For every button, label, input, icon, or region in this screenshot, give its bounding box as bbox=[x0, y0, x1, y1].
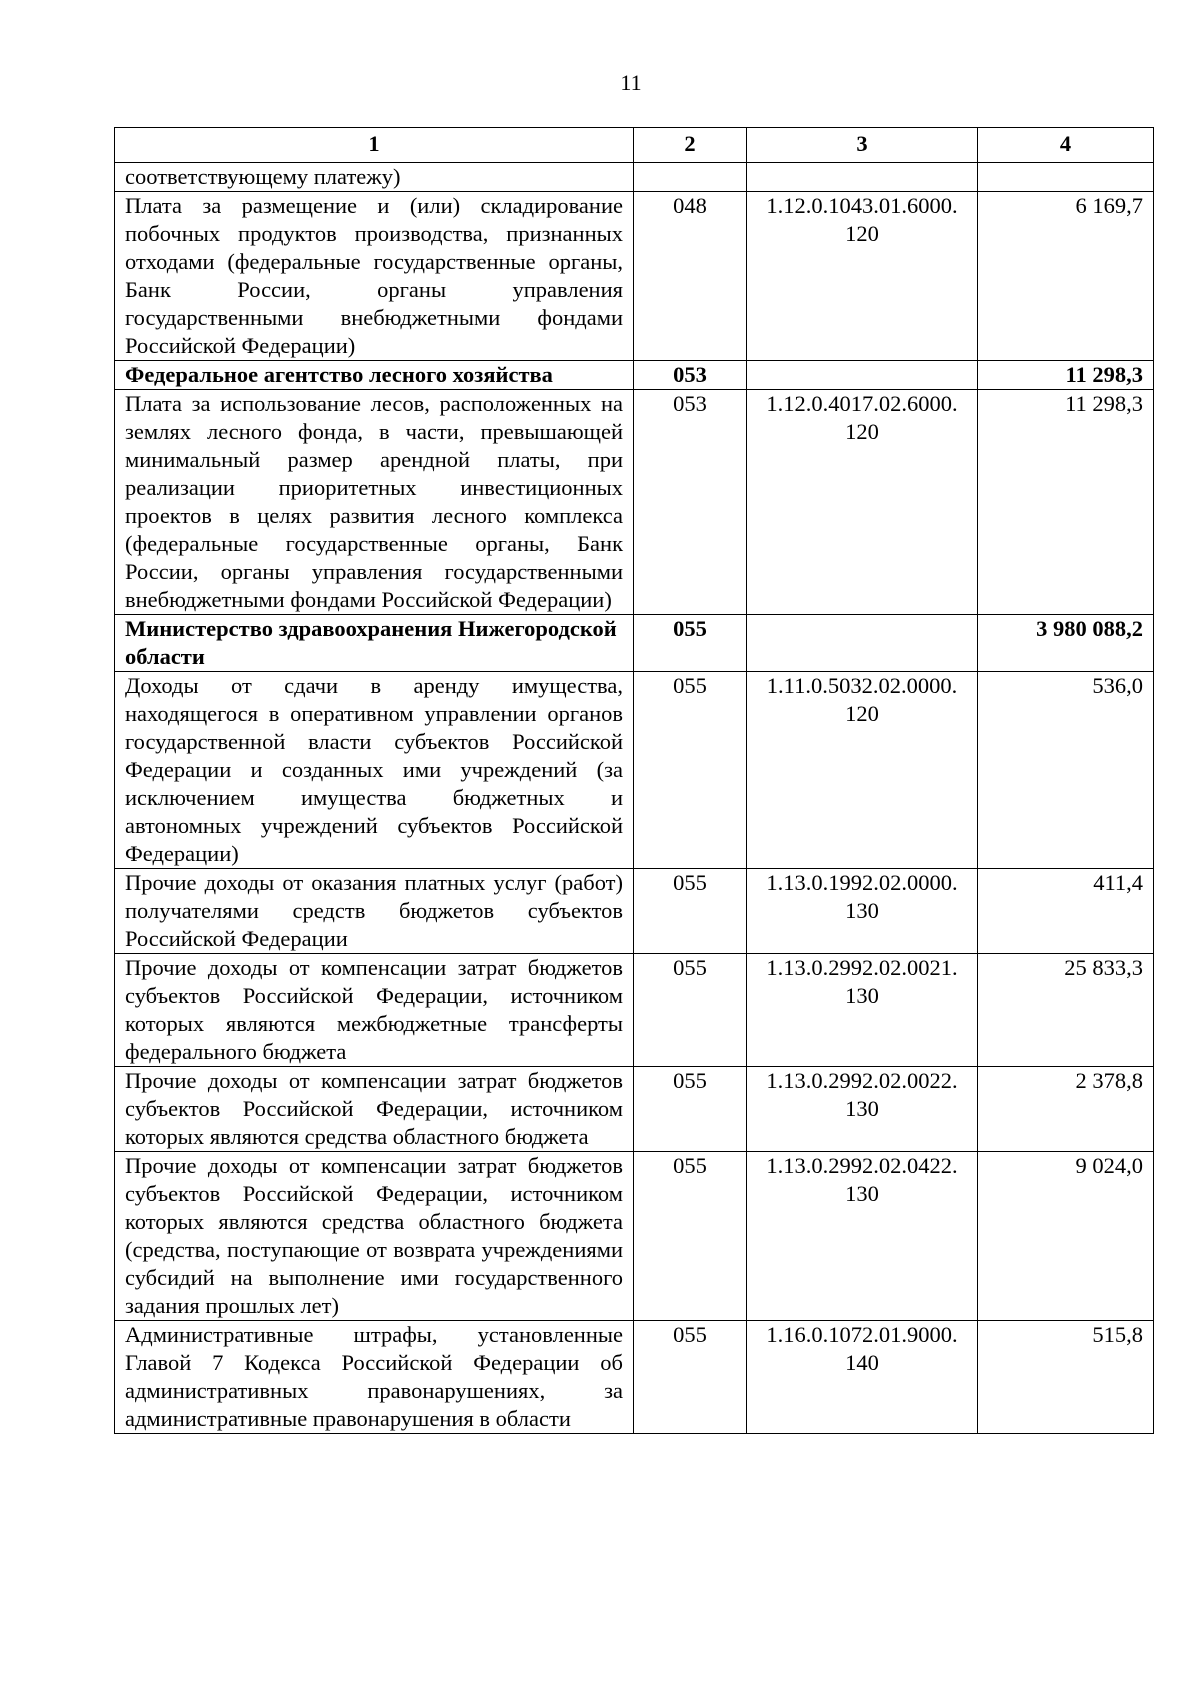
table-row bbox=[115, 1152, 1154, 1321]
description-text: Федеральное агентство лесного хозяйства bbox=[125, 362, 553, 387]
kbk-line: 1.13.0.2992.02.0422. bbox=[766, 1153, 958, 1178]
description-text: Прочие доходы от компенсации затрат бюджетов субъектов Российской Федерации, источником которых являются межбюджетные трансферты федерального бюджета bbox=[125, 955, 623, 1064]
column-header-2: 2 bbox=[634, 128, 747, 163]
table-body bbox=[115, 163, 1154, 1434]
description-text: Плата за использование лесов, расположенных на землях лесного фонда, в части, превышающей минимальный размер арендной платы, при реализации приоритетных инвестиционных проектов в целях развития лесного комплекса (федеральные государственные органы, Банк России, органы управления государственными внебюджетными фондами Российской Федерации) bbox=[125, 391, 623, 612]
kbk-line: 120 bbox=[845, 221, 879, 246]
kbk-line: 1.13.0.1992.02.0000. bbox=[766, 870, 958, 895]
table-row bbox=[115, 869, 1154, 954]
description-text: Прочие доходы от компенсации затрат бюджетов субъектов Российской Федерации, источником которых являются средства областного бюджета (средства, поступающие от возврата учреждениями субсидий на выполнение ими государственного задания прошлых лет) bbox=[125, 1153, 623, 1318]
cell-budget-classification-code bbox=[747, 1321, 978, 1434]
table-row bbox=[115, 1067, 1154, 1152]
description-text: Прочие доходы от компенсации затрат бюджетов субъектов Российской Федерации, источником которых являются средства областного бюджета bbox=[125, 1068, 623, 1149]
cell-description bbox=[115, 615, 634, 672]
kbk-line: 120 bbox=[845, 701, 879, 726]
cell-description bbox=[115, 163, 634, 192]
kbk-line: 130 bbox=[845, 898, 879, 923]
description-text: Прочие доходы от оказания платных услуг (работ) получателями средств бюджетов субъектов Российской Федерации bbox=[125, 870, 623, 951]
cell-budget-classification-code bbox=[747, 390, 978, 615]
column-header-3: 3 bbox=[747, 128, 978, 163]
cell-description bbox=[115, 361, 634, 390]
table-row bbox=[115, 1321, 1154, 1434]
cell-admin-code: 055 bbox=[634, 1152, 747, 1321]
column-header-4: 4 bbox=[978, 128, 1154, 163]
kbk-line: 1.11.0.5032.02.0000. bbox=[766, 673, 958, 698]
kbk-line: 1.16.0.1072.01.9000. bbox=[766, 1322, 958, 1347]
cell-budget-classification-code bbox=[747, 163, 978, 192]
cell-admin-code: 055 bbox=[634, 954, 747, 1067]
cell-amount: 25 833,3 bbox=[978, 954, 1154, 1067]
cell-budget-classification-code bbox=[747, 672, 978, 869]
cell-amount: 515,8 bbox=[978, 1321, 1154, 1434]
cell-description bbox=[115, 1321, 634, 1434]
cell-admin-code bbox=[634, 163, 747, 192]
cell-description bbox=[115, 672, 634, 869]
kbk-line: 130 bbox=[845, 983, 879, 1008]
cell-description bbox=[115, 390, 634, 615]
kbk-line: 130 bbox=[845, 1096, 879, 1121]
cell-admin-code: 048 bbox=[634, 192, 747, 361]
description-text: Доходы от сдачи в аренду имущества, находящегося в оперативном управлении органов государственной власти субъектов Российской Федерации и созданных ими учреждений (за исключением имущества бюджетных и автономных учреждений субъектов Российской Федерации) bbox=[125, 673, 623, 866]
table-row bbox=[115, 672, 1154, 869]
cell-amount: 3 980 088,2 bbox=[978, 615, 1154, 672]
cell-budget-classification-code bbox=[747, 869, 978, 954]
kbk-line: 120 bbox=[845, 419, 879, 444]
kbk-line: 1.12.0.4017.02.6000. bbox=[766, 391, 958, 416]
table-section-row bbox=[115, 615, 1154, 672]
cell-admin-code: 053 bbox=[634, 361, 747, 390]
cell-admin-code: 053 bbox=[634, 390, 747, 615]
kbk-line: 130 bbox=[845, 1181, 879, 1206]
cell-description bbox=[115, 192, 634, 361]
cell-admin-code: 055 bbox=[634, 1067, 747, 1152]
table-row bbox=[115, 954, 1154, 1067]
cell-admin-code: 055 bbox=[634, 672, 747, 869]
table-header-row bbox=[115, 128, 1154, 163]
description-text: соответствующему платежу) bbox=[125, 164, 401, 189]
cell-amount: 9 024,0 bbox=[978, 1152, 1154, 1321]
cell-description bbox=[115, 1067, 634, 1152]
cell-amount: 11 298,3 bbox=[978, 390, 1154, 615]
table-row bbox=[115, 163, 1154, 192]
cell-description bbox=[115, 954, 634, 1067]
description-text: Министерство здравоохранения Нижегородской области bbox=[125, 616, 617, 669]
kbk-line: 1.13.0.2992.02.0022. bbox=[766, 1068, 958, 1093]
cell-amount: 6 169,7 bbox=[978, 192, 1154, 361]
column-header-1: 1 bbox=[115, 128, 634, 163]
cell-budget-classification-code bbox=[747, 192, 978, 361]
cell-budget-classification-code bbox=[747, 1152, 978, 1321]
cell-description bbox=[115, 1152, 634, 1321]
cell-budget-classification-code bbox=[747, 361, 978, 390]
cell-budget-classification-code bbox=[747, 1067, 978, 1152]
description-text: Плата за размещение и (или) складирование побочных продуктов производства, признанных отходами (федеральные государственные органы, Банк России, органы управления государственными внебюджетными фондами Российской Федерации) bbox=[125, 193, 623, 358]
table-row bbox=[115, 390, 1154, 615]
cell-budget-classification-code bbox=[747, 954, 978, 1067]
table-section-row bbox=[115, 361, 1154, 390]
table-row bbox=[115, 192, 1154, 361]
cell-amount: 411,4 bbox=[978, 869, 1154, 954]
cell-amount: 536,0 bbox=[978, 672, 1154, 869]
page-number: 11 bbox=[620, 70, 642, 95]
kbk-line: 140 bbox=[845, 1350, 879, 1375]
cell-amount bbox=[978, 163, 1154, 192]
cell-admin-code: 055 bbox=[634, 869, 747, 954]
cell-admin-code: 055 bbox=[634, 1321, 747, 1434]
cell-description bbox=[115, 869, 634, 954]
revenue-table bbox=[114, 127, 1154, 1434]
description-text: Административные штрафы, установленные Главой 7 Кодекса Российской Федерации об административных правонарушениях, за административные правонарушения в области bbox=[125, 1322, 623, 1431]
cell-amount: 2 378,8 bbox=[978, 1067, 1154, 1152]
kbk-line: 1.12.0.1043.01.6000. bbox=[766, 193, 958, 218]
cell-amount: 11 298,3 bbox=[978, 361, 1154, 390]
cell-admin-code: 055 bbox=[634, 615, 747, 672]
cell-budget-classification-code bbox=[747, 615, 978, 672]
kbk-line: 1.13.0.2992.02.0021. bbox=[766, 955, 958, 980]
